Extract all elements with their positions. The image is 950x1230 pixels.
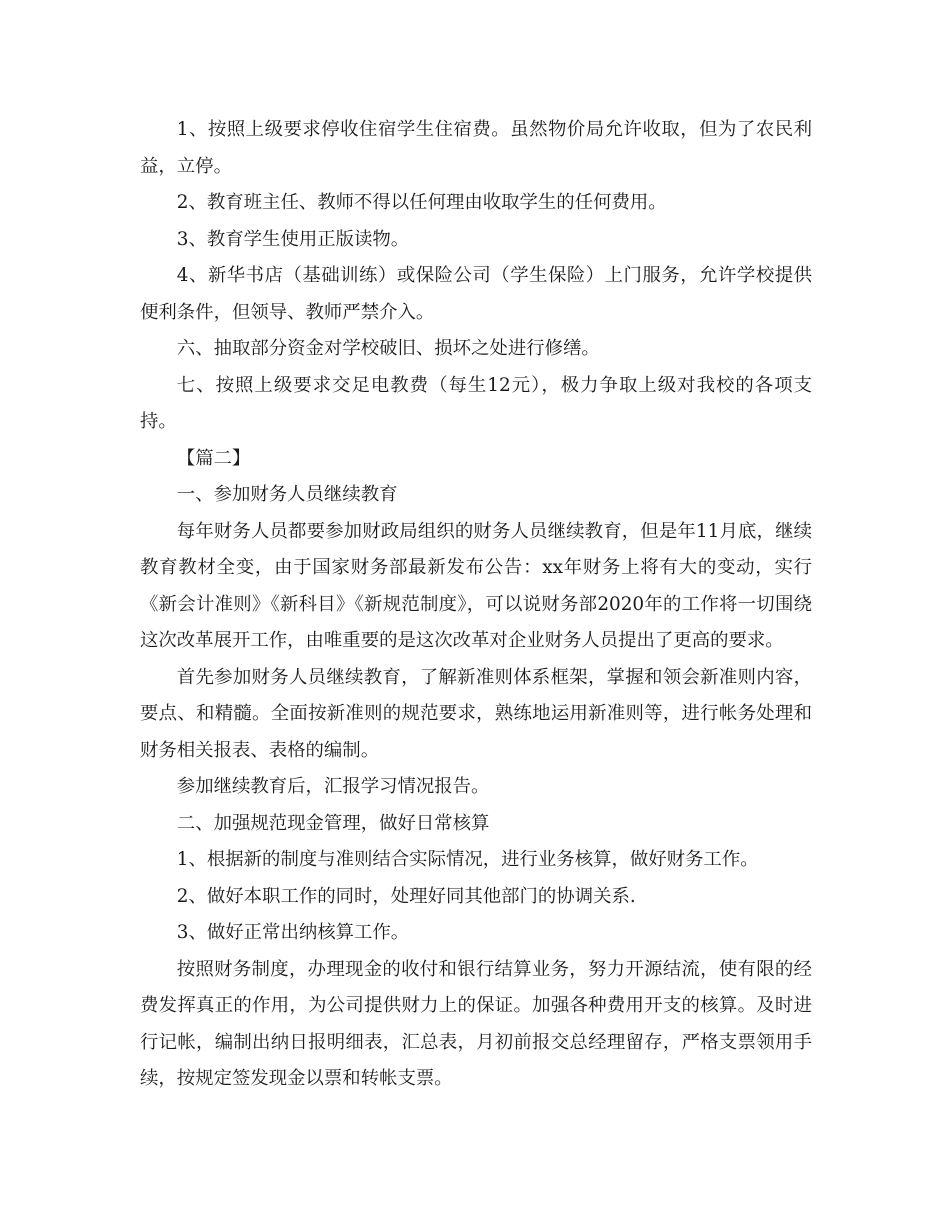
paragraph-12: 3、做好正常出纳核算工作。: [176, 922, 410, 943]
paragraph-4: 4、新华书店（基础训练）或保险公司（学生保险）上门服务，允许学校提供便利条件，但领导、教师严禁介入。: [140, 265, 812, 323]
paragraph-7: 每年财务人员都要参加财政局组织的财务人员继续教育，但是年11月底，继续教育教材全变，由于国家财务部最新发布公告：xx年财务上将有大的变动，实行《新会计准则》《新科目》《新规范制度》，可以说财务部2020年的工作将一切围绕这次改革展开工作，由唯重要的是这次改革对企业财务人员提出了更高的要求。: [140, 520, 812, 651]
section-heading-part-two: 【篇二】: [176, 447, 251, 469]
paragraph-1: 1、按照上级要求停收住宿学生住宿费。虽然物价局允许收取，但为了农民利益，立停。: [140, 119, 812, 177]
paragraph-11: 2、做好本职工作的同时，处理好同其他部门的协调关系.: [176, 885, 636, 907]
paragraph-5: 六、抽取部分资金对学校破旧、损坏之处进行修缮。: [176, 338, 600, 359]
paragraph-3: 3、教育学生使用正版读物。: [176, 228, 410, 250]
document-body: [140, 112, 812, 1098]
section-heading-cash-management: 二、加强规范现金管理，做好日常核算: [176, 812, 490, 834]
section-heading-continuing-education: 一、参加财务人员继续教育: [176, 484, 398, 505]
paragraph-8: 首先参加财务人员继续教育，了解新准则体系框架，掌握和领会新准则内容，要点、和精髓。全面按新准则的规范要求，熟练地运用新准则等，进行帐务处理和财务相关报表、表格的编制。: [140, 666, 812, 761]
paragraph-13: 按照财务制度，办理现金的收付和银行结算业务，努力开源结流，使有限的经费发挥真正的作用，为公司提供财力上的保证。加强各种费用开支的核算。及时进行记帐，编制出纳日报明细表，汇总表，月初前报交总经理留存，严格支票领用手续，按规定签发现金以票和转帐支票。: [140, 958, 812, 1089]
paragraph-6: 七、按照上级要求交足电教费（每生12元），极力争取上级对我校的各项支持。: [140, 374, 812, 432]
paragraph-2: 2、教育班主任、教师不得以任何理由收取学生的任何费用。: [176, 192, 667, 213]
paragraph-9: 参加继续教育后，汇报学习情况报告。: [176, 776, 490, 797]
paragraph-10: 1、根据新的制度与准则结合实际情况，进行业务核算，做好财务工作。: [176, 849, 759, 870]
